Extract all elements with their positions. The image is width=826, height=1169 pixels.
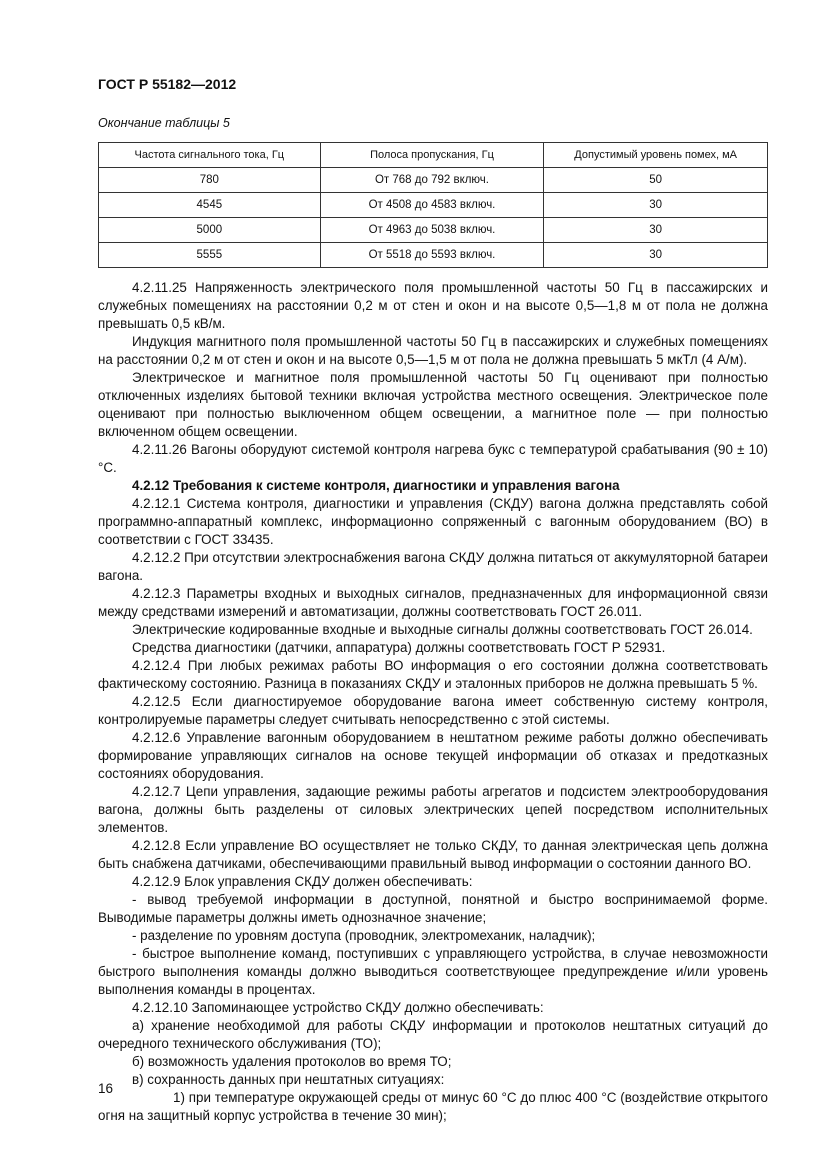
table-cell: От 5518 до 5593 включ.	[320, 243, 544, 268]
paragraph-4-2-12-2: 4.2.12.2 При отсутствии электроснабжения вагона СКДУ должна питаться от аккумуляторной батареи вагона.	[98, 550, 768, 583]
section-heading-4-2-12: 4.2.12 Требования к системе контроля, диагностики и управления вагона	[132, 478, 620, 493]
table-cell: От 4508 до 4583 включ.	[320, 193, 544, 218]
paragraph-4-2-12-7: 4.2.12.7 Цепи управления, задающие режимы работы агрегатов и подсистем электрооборудования вагона, должны быть разделены от силовых электрических цепей посредством исполнительных элементов.	[98, 784, 768, 835]
table-caption: Окончание таблицы 5	[98, 116, 230, 130]
list-item: 1) при температуре окружающей среды от минус 60 °С до плюс 400 °С (воздействие открытого огня на защитный корпус устройства в течение 30 мин);	[98, 1090, 768, 1123]
table-cell: От 768 до 792 включ.	[320, 168, 544, 193]
page-header: ГОСТ Р 55182—2012	[98, 76, 237, 92]
document-body	[98, 279, 768, 1125]
list-item: - вывод требуемой информации в доступной, понятной и быстро воспринимаемой форме. Выводимые параметры должны иметь однозначное значение;	[98, 892, 768, 925]
list-item: - разделение по уровням доступа (проводник, электромеханик, наладчик);	[132, 928, 596, 943]
list-item: - быстрое выполнение команд, поступивших с управляющего устройства, в случае невозможности быстрого выполнения команды должно выводиться соответствующее предупреждение и/или уровень выполнения команды в процентах.	[98, 946, 768, 997]
table-cell: 4545	[99, 193, 321, 218]
table-cell: 30	[544, 243, 768, 268]
paragraph-4-2-12-5: 4.2.12.5 Если диагностируемое оборудование вагона имеет собственную систему контроля, контролируемые параметры следует считывать непосредственно с этой системы.	[98, 694, 768, 727]
paragraph-4-2-12-1: 4.2.12.1 Система контроля, диагностики и управления (СКДУ) вагона должна представлять собой программно-аппаратный комплекс, информационно сопряженный с вагонным оборудованием (ВО) в соответствии с ГОСТ 33435.	[98, 496, 768, 547]
table-cell: 780	[99, 168, 321, 193]
table-cell: 5555	[99, 243, 321, 268]
paragraph-4-2-12-3: 4.2.12.3 Параметры входных и выходных сигналов, предназначенных для информационной связи между средствами измерений и автоматизации, должны соответствовать ГОСТ 26.011.	[98, 586, 768, 619]
paragraph: Электрическое и магнитное поля промышленной частоты 50 Гц оценивают при полностью отключенных изделиях бытовой техники включая устройства местного освещения. Электрическое поле оценивают при полностью выключенном общем освещении, а магнитное поле — при полностью включенном общем освещении.	[98, 370, 768, 439]
paragraph-4-2-12-8: 4.2.12.8 Если управление ВО осуществляет не только СКДУ, то данная электрическая цепь должна быть снабжена датчиками, обеспечивающими правильный вывод информации о состоянии данного ВО.	[98, 838, 768, 871]
paragraph: Индукция магнитного поля промышленной частоты 50 Гц в пассажирских и служебных помещениях на расстоянии 0,2 м от стен и окон и на высоте 0,5—1,5 м от пола не должна превышать 5 мкТл (4 А/м).	[98, 334, 768, 367]
paragraph-4-2-12-10: 4.2.12.10 Запоминающее устройство СКДУ должно обеспечивать:	[132, 1000, 544, 1015]
table-row	[99, 168, 768, 193]
table-cell: 30	[544, 218, 768, 243]
table-row	[99, 243, 768, 268]
paragraph-4-2-11-25: 4.2.11.25 Напряженность электрического поля промышленной частоты 50 Гц в пассажирских и служебных помещениях на расстоянии 0,2 м от стен и окон и на высоте 0,5—1,8 м от пола не должна превышать 0,5 кВ/м.	[98, 280, 768, 331]
column-header-bandwidth: Полоса пропускания, Гц	[320, 143, 544, 168]
paragraph-4-2-12-4: 4.2.12.4 При любых режимах работы ВО информация о его состоянии должна соответствовать фактическому состоянию. Разница в показаниях СКДУ и эталонных приборов не должна превышать 5 %.	[98, 658, 768, 691]
table-cell: 30	[544, 193, 768, 218]
paragraph: Средства диагностики (датчики, аппаратура) должны соответствовать ГОСТ Р 52931.	[132, 640, 666, 655]
table-cell: 50	[544, 168, 768, 193]
table-row	[99, 218, 768, 243]
table-cell: От 4963 до 5038 включ.	[320, 218, 544, 243]
table-header-row	[99, 143, 768, 168]
column-header-noise-level: Допустимый уровень помех, мА	[544, 143, 768, 168]
paragraph-4-2-12-6: 4.2.12.6 Управление вагонным оборудованием в нештатном режиме работы должно обеспечивать формирование управляющих сигналов на основе текущей информации об отказах и предотказных состояниях оборудования.	[98, 730, 768, 781]
paragraph: Электрические кодированные входные и выходные сигналы должны соответствовать ГОСТ 26.014.	[132, 622, 753, 637]
list-item: в) сохранность данных при нештатных ситуациях:	[132, 1072, 445, 1087]
list-item: б) возможность удаления протоколов во время ТО;	[132, 1054, 452, 1069]
column-header-frequency: Частота сигнального тока, Гц	[99, 143, 321, 168]
page-number: 16	[98, 1081, 114, 1096]
paragraph-4-2-12-9: 4.2.12.9 Блок управления СКДУ должен обеспечивать:	[132, 874, 473, 889]
table-5	[98, 142, 768, 268]
paragraph-4-2-11-26: 4.2.11.26 Вагоны оборудуют системой контроля нагрева букс с температурой срабатывания (90 ± 10) °С.	[98, 442, 768, 475]
table-row	[99, 193, 768, 218]
table-cell: 5000	[99, 218, 321, 243]
list-item: а) хранение необходимой для работы СКДУ информации и протоколов нештатных ситуаций до очередного технического обслуживания (ТО);	[98, 1018, 768, 1051]
